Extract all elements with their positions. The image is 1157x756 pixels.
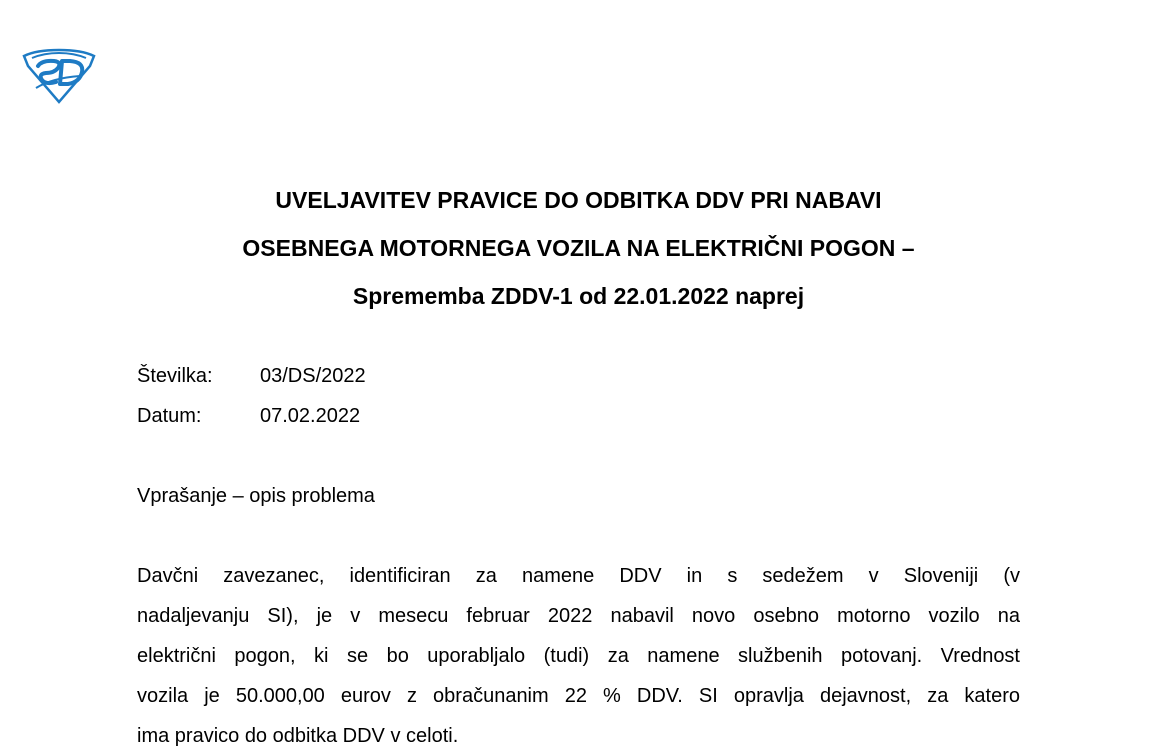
title-line-1: UVELJAVITEV PRAVICE DO ODBITKA DDV PRI NABAVI xyxy=(275,187,882,213)
number-label: Številka: xyxy=(137,365,213,387)
number-row xyxy=(137,356,366,396)
title-line-3: Sprememba ZDDV-1 od 22.01.2022 naprej xyxy=(352,283,805,309)
body-line-2: nadaljevanju SI), je v mesecu februar 2022 nabavil novo osebno motorno vozilo na xyxy=(137,605,1020,627)
body-line-4: vozila je 50.000,00 eurov z obračunanim 22 % DDV. SI opravlja dejavnost, za katero xyxy=(137,685,1020,707)
body-line-5: ima pravico do odbitka DDV v celoti. xyxy=(137,725,459,747)
title-line-2: OSEBNEGA MOTORNEGA VOZILA NA ELEKTRIČNI POGON – xyxy=(242,235,915,261)
sd-shield-logo-icon xyxy=(22,48,96,104)
date-row xyxy=(137,396,366,436)
body-paragraph xyxy=(137,556,1020,756)
document-title xyxy=(0,176,1157,320)
section-heading: Vprašanje – opis problema xyxy=(137,485,375,507)
date-label: Datum: xyxy=(137,405,202,427)
document-metadata xyxy=(137,356,366,436)
date-value: 07.02.2022 xyxy=(260,405,361,427)
number-value: 03/DS/2022 xyxy=(260,365,366,387)
body-line-1: Davčni zavezanec, identificiran za namene DDV in s sedežem v Sloveniji (v xyxy=(137,565,1020,587)
body-line-3: električni pogon, ki se bo uporabljalo (tudi) za namene službenih potovanj. Vrednost xyxy=(137,645,1020,667)
